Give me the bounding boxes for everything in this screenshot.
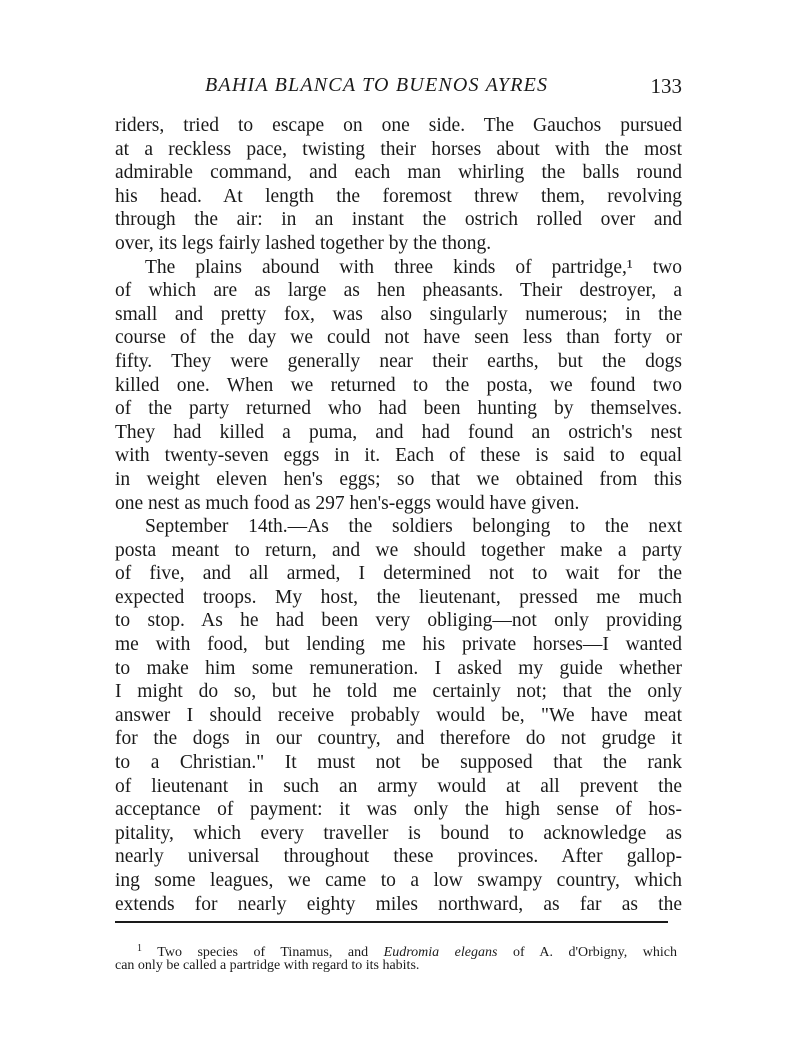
text-line: his head. At length the foremost threw them, revolving — [115, 185, 682, 207]
text-line: nearly universal throughout these provinces. After gallop- — [115, 846, 682, 868]
text-line: They had killed a puma, and had found an ostrich's nest — [115, 421, 682, 443]
footnote-text: Two species of Tinamus, and — [157, 945, 384, 960]
footnote-marker: 1 — [137, 943, 142, 954]
text-line: course of the day we could not have seen less than forty or — [115, 327, 682, 349]
text-line: me with food, but lending me his private horses—I wanted — [115, 634, 682, 656]
text-line: over, its legs fairly lashed together by the thong. — [115, 232, 492, 254]
footnote-line — [115, 940, 678, 960]
text-line: of the party returned who had been hunting by themselves. — [115, 398, 682, 420]
text-line: of which are as large as hen pheasants. Their destroyer, a — [115, 280, 682, 302]
text-line: to stop. As he had been very obliging—not only providing — [115, 610, 682, 632]
text-line: of five, and all armed, I determined not to wait for the — [115, 563, 682, 585]
text-line: riders, tried to escape on one side. The Gauchos pursued — [115, 115, 682, 136]
text-line: posta meant to return, and we should together make a party — [115, 539, 682, 561]
text-line: killed one. When we returned to the posta, we found two — [115, 374, 682, 396]
text-line: extends for nearly eighty miles northward, as far as the — [115, 893, 682, 915]
body-text — [115, 114, 682, 916]
text-line: in weight eleven hen's eggs; so that we obtained from this — [115, 468, 682, 490]
text-line: to make him some remuneration. I asked my guide whether — [115, 657, 682, 679]
text-line: through the air: in an instant the ostrich rolled over and — [115, 209, 682, 231]
text-line: expected troops. My host, the lieutenant, pressed me much — [115, 586, 682, 608]
text-line: September 14th.—As the soldiers belonging to the next — [145, 516, 682, 538]
text-line: I might do so, but he told me certainly not; that the only — [115, 681, 682, 703]
footnote-line: can only be called a partridge with regard to its habits. — [115, 958, 420, 973]
text-line: at a reckless pace, twisting their horses about with the most — [115, 138, 682, 160]
text-line: acceptance of payment: it was only the high sense of hos- — [115, 799, 682, 821]
text-line: The plains abound with three kinds of partridge,¹ two — [145, 256, 682, 278]
text-line: small and pretty fox, was also singularly numerous; in the — [115, 303, 682, 325]
footnote-species-name: Eudromia elegans — [383, 945, 498, 960]
text-line: for the dogs in our country, and therefore do not grudge it — [115, 728, 682, 750]
text-line: to a Christian." It must not be supposed that the rank — [115, 752, 682, 774]
running-head — [115, 74, 682, 104]
text-line: pitality, which every traveller is bound to acknowledge as — [115, 822, 682, 844]
footnote-divider — [115, 921, 668, 923]
text-line: one nest as much food as 297 hen's-eggs would have given. — [115, 492, 580, 514]
text-line: with twenty-seven eggs in it. Each of these is said to equal — [115, 445, 682, 467]
text-line: admirable command, and each man whirling the balls round — [115, 162, 682, 184]
page-number: 133 — [650, 74, 682, 98]
footnote-text: of A. d'Orbigny, which — [497, 945, 678, 960]
text-line: ing some leagues, we came to a low swampy country, which — [115, 870, 682, 891]
running-title: BAHIA BLANCA TO BUENOS AYRES — [205, 74, 549, 96]
footnote — [115, 940, 677, 974]
text-line: answer I should receive probably would be, "We have meat — [115, 704, 682, 726]
text-line: fifty. They were generally near their earths, but the dogs — [115, 350, 682, 372]
text-line: of lieutenant in such an army would at all prevent the — [115, 775, 682, 797]
